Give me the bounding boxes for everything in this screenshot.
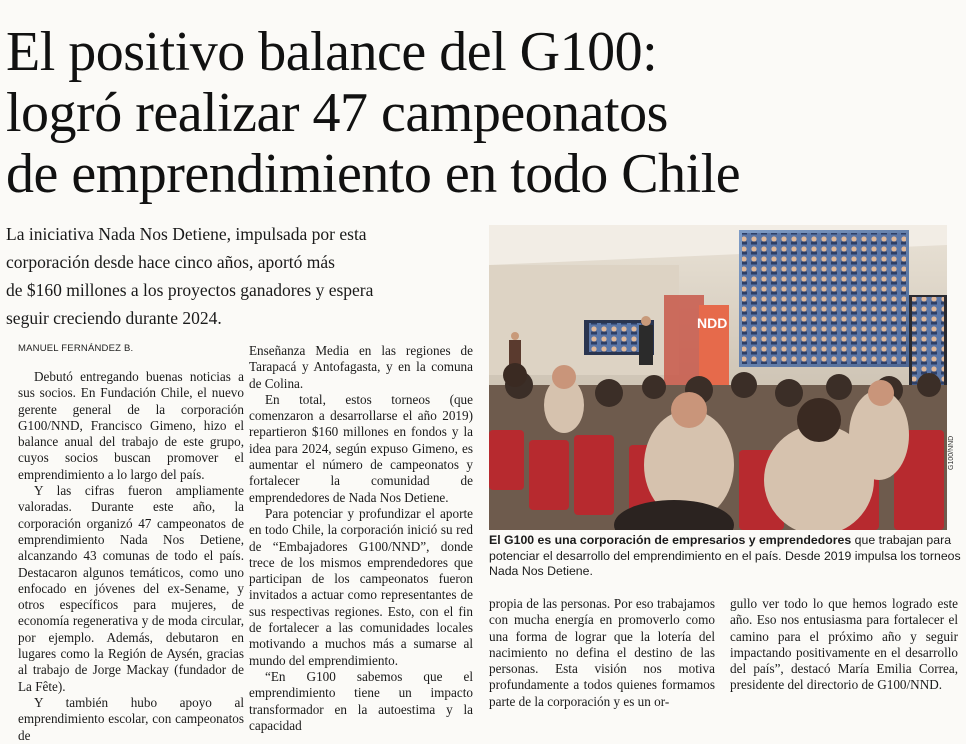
article-column-3 <box>489 596 715 710</box>
paragraph: gullo ver todo lo que hemos logrado este año. Eso nos entusiasma para fortalecer el camino para el próximo año y seguir impactando positivamente en el desarrollo del país”, destacó María Emilia Correa, presidente del directorio de G100/NND. <box>730 596 958 693</box>
article-column-2 <box>249 343 473 734</box>
paragraph: En total, estos torneos (que comenzaron a desarrollarse el año 2019) repartieron $160 millones en fondos y la idea para 2024, según expuso Gimeno, es aumentar el número de campeonatos y fortalecer la comunidad de emprendedores de Nada Nos Detiene. <box>249 391 473 505</box>
auditorium-photo-illustration <box>489 225 947 530</box>
article-column-1 <box>18 369 244 744</box>
headline-line: El positivo balance del G100: <box>6 21 658 83</box>
deck-line: corporación desde hace cinco años, aportó más <box>6 252 335 272</box>
article-column-4 <box>730 596 958 694</box>
photo-caption <box>489 533 961 580</box>
paragraph: Debutó entregando buenas noticias a sus socios. En Fundación Chile, el nuevo gerente general de la corporación G100/NND, Francisco Gimeno, hizo el balance anual del trabajo de este grupo, cuyos socios buscan promover el emprendimiento a lo largo del país. <box>18 369 244 482</box>
headline-line: logró realizar 47 campeonatos <box>6 82 668 144</box>
paragraph: propia de las personas. Por eso trabajamos con mucha energía en promoverlo como una forma de lograr que la lotería del nacimiento no defina el destino de las personas. Esta visión nos motiva profundamente a todos quienes formamos parte de la corporación y es un or- <box>489 596 715 709</box>
paragraph: Para potenciar y profundizar el aporte en todo Chile, la corporación inició su red de “Embajadores G100/NND”, donde trece de los mismos emprendedores que participan de los campeonatos fueron invitados a actuar como representantes de sus respectivas regiones. Esto, con el fin de fortalecer a las comunidades locales motivando a muchos más a sumarse al mundo del emprendimiento. <box>249 505 473 668</box>
screen-logo-text: NDD <box>697 315 728 331</box>
deck-line: seguir creciendo durante 2024. <box>6 308 222 328</box>
paragraph: Enseñanza Media en las regiones de Tarapacá y Antofagasta, y en la comuna de Colina. <box>249 343 473 391</box>
event-photo <box>489 225 947 530</box>
paragraph: “En G100 sabemos que el emprendimiento tiene un impacto transformador en la autoestima y la capacidad <box>249 668 473 733</box>
caption-text: que trabajan para <box>851 533 952 547</box>
caption-bold: El G100 es una corporación de empresarios y emprendedores <box>489 533 852 547</box>
caption-line: Nada Nos Detiene. <box>489 564 593 578</box>
photo-credit: G100/NND <box>948 435 955 470</box>
deck-line: La iniciativa Nada Nos Detiene, impulsada por esta <box>6 224 367 244</box>
headline <box>6 22 956 205</box>
deck-summary <box>6 220 476 332</box>
byline: MANUEL FERNÁNDEZ B. <box>18 343 134 354</box>
deck-line: de $160 millones a los proyectos ganadores y espera <box>6 280 374 300</box>
paragraph: Y también hubo apoyo al emprendimiento escolar, con campeonatos de <box>18 694 244 743</box>
caption-line: potenciar el desarrollo del emprendimiento en el país. Desde 2019 impulsa los torneos <box>489 548 961 563</box>
headline-line: de emprendimiento en todo Chile <box>6 143 741 205</box>
paragraph: Y las cifras fueron ampliamente valoradas. Durante este año, la corporación organizó 47 campeonatos de emprendimiento Nada Nos Detiene, alcanzando 43 comunas de todo el país. Destacaron algunos temáticos, como uno enfocado en jóvenes del ex-Sename, y otros específicos para mujeres, de economía regenerativa y de moda circular, por ejemplo. Además, debutaron en lugares como la Región de Aysén, gracias al trabajo de Jorge Mackay (fundador de La Fête). <box>18 483 244 694</box>
